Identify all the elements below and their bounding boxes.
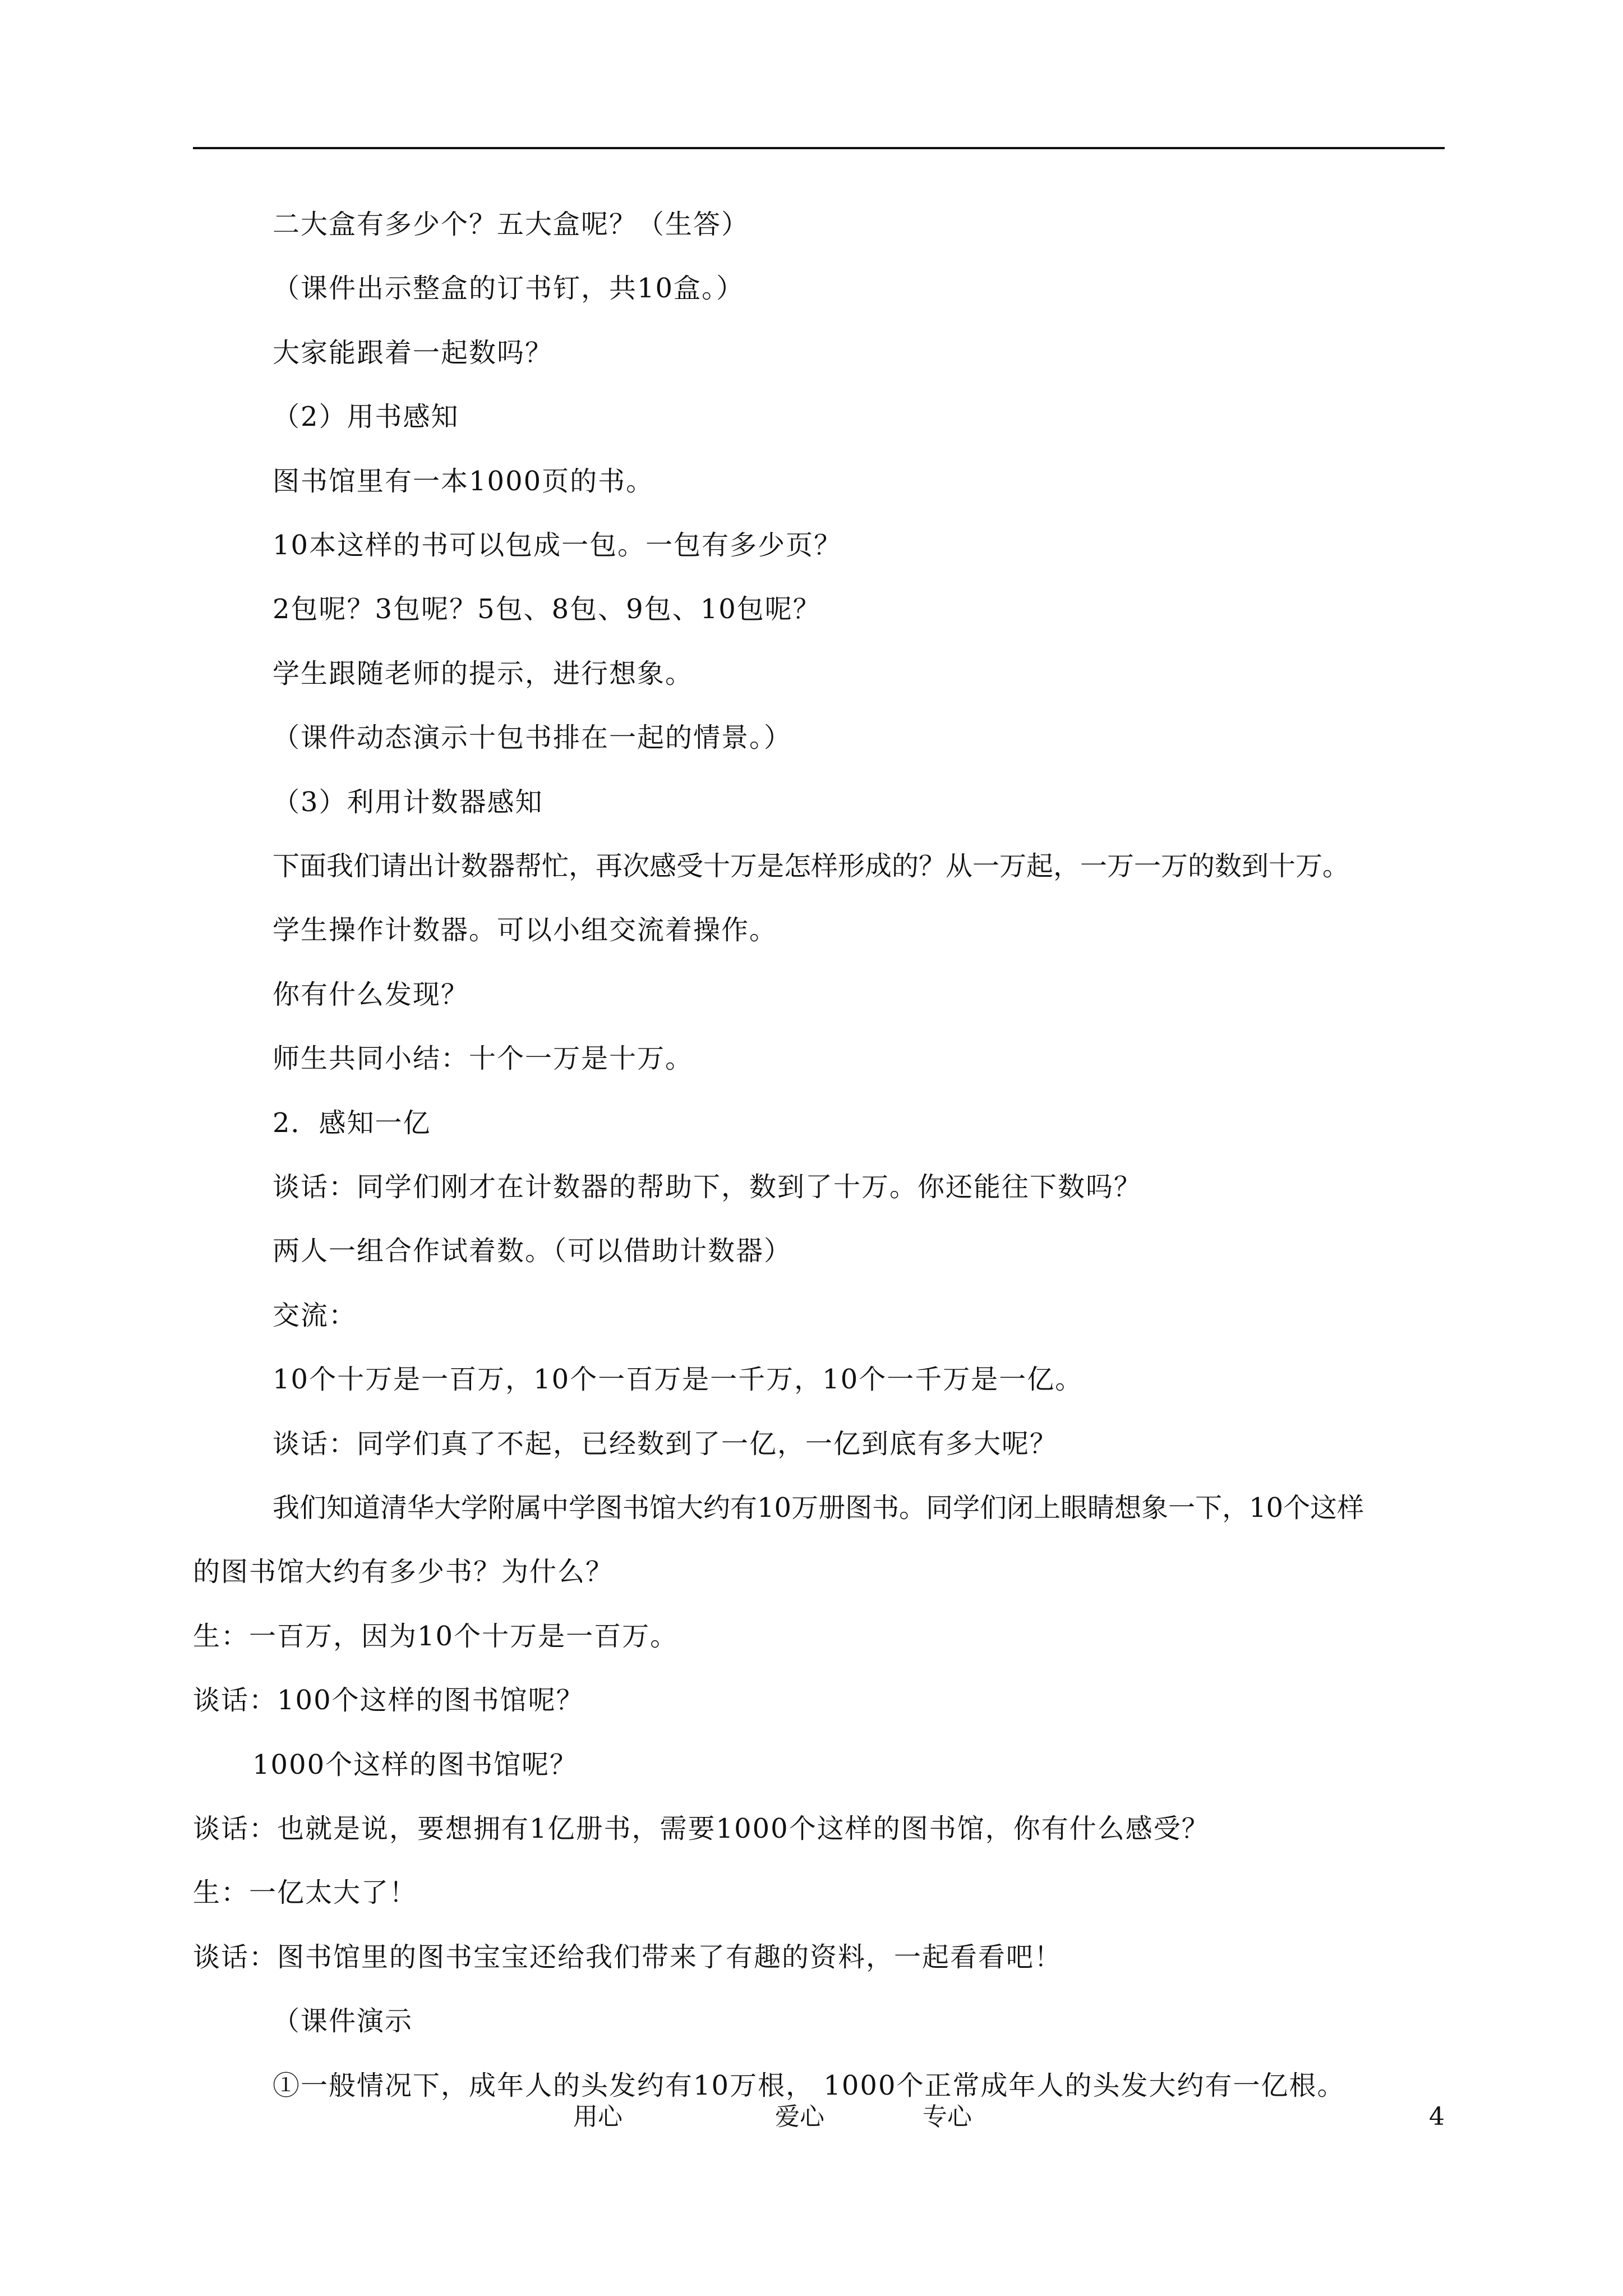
- footer-motto-3: 专心: [923, 2102, 972, 2131]
- paragraph-line: 大家能跟着一起数吗？: [273, 337, 554, 369]
- paragraph-line: 两人一组合作试着数。（可以借助计数器）: [273, 1235, 792, 1267]
- paragraph-line: （课件动态演示十包书排在一起的情景。）: [273, 722, 792, 753]
- section-heading: 2．感知一亿: [273, 1107, 431, 1139]
- paragraph-line: 图书馆里有一本1000页的书。: [273, 466, 654, 497]
- paragraph-line: 下面我们请出计数器帮忙，再次感受十万是怎样形成的？从一万起，一万一万的数到十万。: [273, 850, 1350, 882]
- paragraph-line: 生：一亿太大了！: [193, 1877, 418, 1908]
- paragraph-line: （课件出示整盒的订书钉，共10盒。）: [273, 273, 745, 304]
- paragraph-line: 的图书馆大约有多少书？为什么？: [193, 1556, 614, 1588]
- paragraph-line: 生：一百万，因为10个十万是一百万。: [193, 1621, 679, 1652]
- paragraph-line: ①一般情况下，成年人的头发约有10万根， 1000个正常成年人的头发大约有一亿根。: [273, 2070, 1345, 2101]
- paragraph-line: （课件演示: [273, 2005, 413, 2037]
- page-number: 4: [1429, 2102, 1445, 2131]
- paragraph-line: 交流：: [273, 1300, 357, 1331]
- paragraph-line: （3）利用计数器感知: [273, 786, 543, 818]
- paragraph-line: （2）用书感知: [273, 401, 459, 432]
- paragraph-line: 1000个这样的图书馆呢？: [252, 1749, 578, 1780]
- paragraph-line: 谈话：也就是说，要想拥有1亿册书，需要1000个这样的图书馆，你有什么感受？: [193, 1813, 1210, 1844]
- paragraph-line: 学生跟随老师的提示，进行想象。: [273, 658, 694, 689]
- footer-motto-2: 爱心: [775, 2102, 824, 2131]
- paragraph-line: 我们知道清华大学附属中学图书馆大约有10万册图书。同学们闭上眼睛想象一下，10个这样: [273, 1492, 1364, 1524]
- paragraph-line: 谈话：图书馆里的图书宝宝还给我们带来了有趣的资料，一起看看吧！: [193, 1941, 1063, 1973]
- paragraph-line: 10个十万是一百万，10个一百万是一千万，10个一千万是一亿。: [273, 1364, 1083, 1395]
- paragraph-line: 谈话：同学们真了不起，已经数到了一亿，一亿到底有多大呢？: [273, 1428, 1058, 1460]
- paragraph-line: 师生共同小结：十个一万是十万。: [273, 1043, 694, 1074]
- paragraph-line: 2包呢？3包呢？5包、8包、9包、10包呢？: [273, 593, 821, 625]
- paragraph-line: 谈话：同学们刚才在计数器的帮助下，数到了十万。你还能往下数吗？: [273, 1171, 1142, 1203]
- paragraph-line: 二大盒有多少个？五大盒呢？（生答）: [273, 209, 750, 240]
- paragraph-line: 10本这样的书可以包成一包。一包有多少页？: [273, 530, 842, 561]
- paragraph-line: 谈话：100个这样的图书馆呢？: [193, 1685, 584, 1716]
- paragraph-line: 学生操作计数器。可以小组交流着操作。: [273, 914, 778, 946]
- footer-motto-1: 用心: [573, 2102, 623, 2131]
- header-rule: [193, 147, 1445, 149]
- paragraph-line: 你有什么发现？: [273, 979, 469, 1010]
